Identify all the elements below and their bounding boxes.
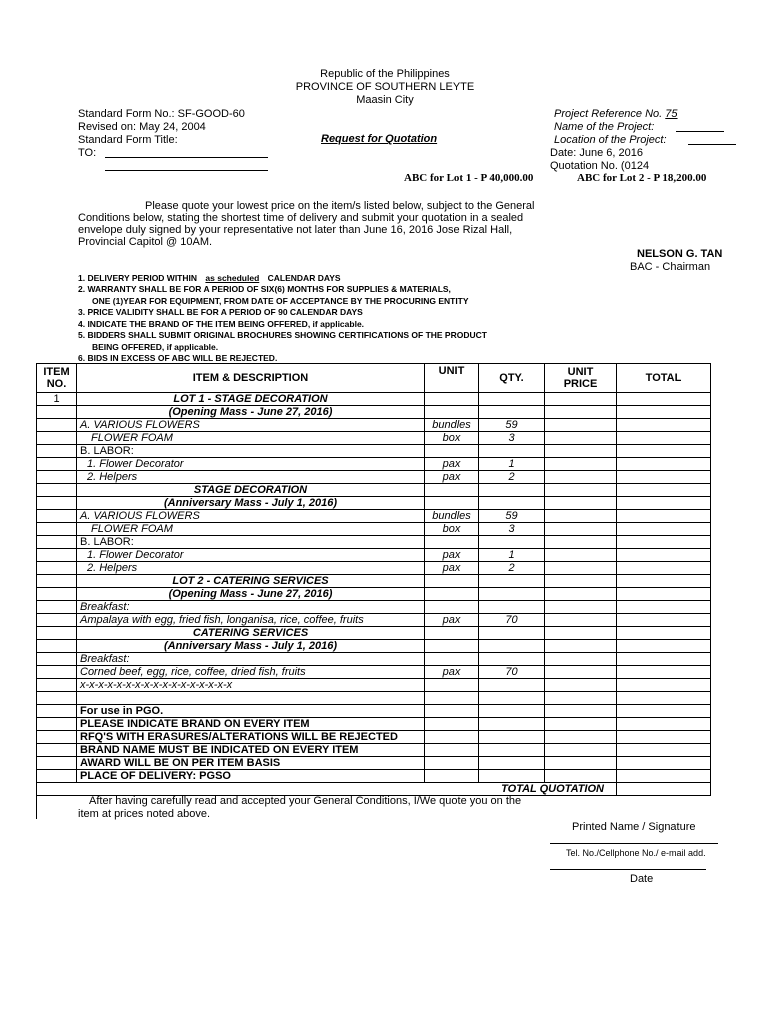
total-quotation-value[interactable] xyxy=(617,783,711,796)
item-description-cell: BRAND NAME MUST BE INDICATED ON EVERY ITEM xyxy=(77,744,425,757)
total-cell[interactable] xyxy=(617,497,711,510)
qty-cell: 2 xyxy=(479,562,545,575)
condition-2b: ONE (1)YEAR FOR EQUIPMENT, FROM DATE OF ACCEPTANCE BY THE PROCURING ENTITY xyxy=(92,296,469,306)
unit-cell xyxy=(425,601,479,614)
unit-price-cell[interactable] xyxy=(545,744,617,757)
total-cell[interactable] xyxy=(617,575,711,588)
item-description-cell: 1. Flower Decorator xyxy=(77,549,425,562)
qty-cell xyxy=(479,445,545,458)
condition-1-post: CALENDAR DAYS xyxy=(267,273,341,283)
unit-price-cell[interactable] xyxy=(545,640,617,653)
total-cell[interactable] xyxy=(617,549,711,562)
unit-price-cell[interactable] xyxy=(545,471,617,484)
item-description-cell: A. VARIOUS FLOWERS xyxy=(77,419,425,432)
unit-cell: box xyxy=(425,523,479,536)
qty-cell xyxy=(479,718,545,731)
total-cell[interactable] xyxy=(617,445,711,458)
unit-cell xyxy=(425,575,479,588)
date-label: Date xyxy=(630,873,654,885)
project-reference xyxy=(554,108,678,120)
signatory-title: BAC - Chairman xyxy=(630,261,711,273)
col-description: ITEM & DESCRIPTION xyxy=(77,364,425,393)
unit-cell xyxy=(425,497,479,510)
col-unit-price-line2: PRICE xyxy=(563,378,598,390)
col-unit-price-line1: UNIT xyxy=(567,366,594,378)
item-number-cell xyxy=(37,614,77,627)
project-location-line xyxy=(688,144,736,145)
total-cell[interactable] xyxy=(617,393,711,406)
item-description-cell: CATERING SERVICES xyxy=(77,627,425,640)
table-row xyxy=(37,458,711,471)
unit-price-cell[interactable] xyxy=(545,731,617,744)
total-cell[interactable] xyxy=(617,471,711,484)
item-description-cell: x-x-x-x-x-x-x-x-x-x-x-x-x-x-x-x-x xyxy=(77,679,425,692)
intro-line-4: Provincial Capitol @ 10AM. xyxy=(78,236,213,248)
table-body xyxy=(37,393,711,796)
item-number-cell xyxy=(37,510,77,523)
item-description-cell: LOT 1 - STAGE DECORATION xyxy=(77,393,425,406)
unit-cell xyxy=(425,718,479,731)
total-cell[interactable] xyxy=(617,705,711,718)
unit-cell xyxy=(425,393,479,406)
item-number-cell xyxy=(37,471,77,484)
item-description-cell: Breakfast: xyxy=(77,601,425,614)
qty-cell xyxy=(479,679,545,692)
table-row xyxy=(37,614,711,627)
unit-price-cell[interactable] xyxy=(545,523,617,536)
intro-line-1: Please quote your lowest price on the item/s listed below, subject to the General xyxy=(145,200,535,212)
total-cell[interactable] xyxy=(617,510,711,523)
contact-label: Tel. No./Cellphone No./ e-mail add. xyxy=(566,848,706,858)
to-line-2 xyxy=(105,170,268,171)
item-number-cell xyxy=(37,523,77,536)
abc-lot-2: ABC for Lot 2 - P 18,200.00 xyxy=(577,172,707,184)
total-cell[interactable] xyxy=(617,562,711,575)
unit-price-cell[interactable] xyxy=(545,770,617,783)
qty-cell xyxy=(479,757,545,770)
qty-cell xyxy=(479,705,545,718)
date-line xyxy=(550,869,706,870)
table-row xyxy=(37,549,711,562)
qty-cell xyxy=(479,536,545,549)
unit-cell xyxy=(425,770,479,783)
item-number-cell xyxy=(37,601,77,614)
qty-cell: 1 xyxy=(479,458,545,471)
qty-cell xyxy=(479,588,545,601)
items-table xyxy=(36,363,711,796)
printed-name-label: Printed Name / Signature xyxy=(572,821,696,833)
item-number-cell xyxy=(37,731,77,744)
total-cell[interactable] xyxy=(617,770,711,783)
item-number-cell xyxy=(37,419,77,432)
unit-cell xyxy=(425,731,479,744)
total-cell[interactable] xyxy=(617,757,711,770)
project-location-label: Location of the Project: xyxy=(554,134,667,146)
unit-price-cell[interactable] xyxy=(545,575,617,588)
header-line-2: PROVINCE OF SOUTHERN LEYTE xyxy=(295,81,475,93)
condition-1 xyxy=(78,273,341,283)
unit-cell: bundles xyxy=(425,419,479,432)
unit-cell: bundles xyxy=(425,510,479,523)
qty-cell xyxy=(479,575,545,588)
condition-6: 6. BIDS IN EXCESS OF ABC WILL BE REJECTED. xyxy=(78,353,278,363)
item-description-cell: Corned beef, egg, rice, coffee, dried fish, fruits xyxy=(77,666,425,679)
item-number-cell xyxy=(37,718,77,731)
unit-price-cell[interactable] xyxy=(545,536,617,549)
item-description-cell: A. VARIOUS FLOWERS xyxy=(77,510,425,523)
table-row xyxy=(37,692,711,705)
qty-cell xyxy=(479,770,545,783)
item-number-cell xyxy=(37,497,77,510)
acceptance-line-1: After having carefully read and accepted your General Conditions, I/We quote you on the xyxy=(89,795,522,807)
unit-cell: pax xyxy=(425,666,479,679)
to-line-1 xyxy=(105,157,268,158)
qty-cell: 2 xyxy=(479,471,545,484)
total-cell[interactable] xyxy=(617,484,711,497)
item-description-cell: B. LABOR: xyxy=(77,445,425,458)
item-description-cell: (Anniversary Mass - July 1, 2016) xyxy=(77,640,425,653)
unit-price-cell[interactable] xyxy=(545,588,617,601)
unit-cell xyxy=(425,406,479,419)
item-description-cell: LOT 2 - CATERING SERVICES xyxy=(77,575,425,588)
unit-cell: pax xyxy=(425,458,479,471)
unit-cell: pax xyxy=(425,549,479,562)
unit-cell xyxy=(425,627,479,640)
item-description-cell: 2. Helpers xyxy=(77,562,425,575)
header-line-1: Republic of the Philippines xyxy=(320,68,450,80)
table-row xyxy=(37,718,711,731)
total-cell[interactable] xyxy=(617,692,711,705)
unit-cell: pax xyxy=(425,471,479,484)
unit-cell xyxy=(425,588,479,601)
item-number-cell xyxy=(37,679,77,692)
qty-cell xyxy=(479,692,545,705)
total-cell[interactable] xyxy=(617,432,711,445)
table-row xyxy=(37,432,711,445)
total-cell[interactable] xyxy=(617,653,711,666)
item-number-cell xyxy=(37,770,77,783)
col-unit: UNIT xyxy=(425,364,479,393)
qty-cell: 1 xyxy=(479,549,545,562)
table-row xyxy=(37,510,711,523)
total-cell[interactable] xyxy=(617,614,711,627)
item-number-cell xyxy=(37,640,77,653)
project-name-label: Name of the Project: xyxy=(554,121,655,133)
unit-price-cell[interactable] xyxy=(545,445,617,458)
form-title-label: Standard Form Title: xyxy=(78,134,178,146)
qty-cell xyxy=(479,484,545,497)
item-description-cell: PLACE OF DELIVERY: PGSO xyxy=(77,770,425,783)
total-cell[interactable] xyxy=(617,588,711,601)
quotation-number: Quotation No. (0124 xyxy=(550,160,650,172)
total-cell[interactable] xyxy=(617,666,711,679)
table-row xyxy=(37,445,711,458)
item-number-cell xyxy=(37,744,77,757)
total-cell[interactable] xyxy=(617,419,711,432)
item-description-cell: Ampalaya with egg, fried fish, longanisa, rice, coffee, fruits xyxy=(77,614,425,627)
item-number-cell xyxy=(37,588,77,601)
header-line-3: Maasin City xyxy=(356,94,414,106)
intro-line-3: envelope duly signed by your representative not later than June 16, 2016 Jose Rizal Hall, xyxy=(78,224,513,236)
unit-cell xyxy=(425,692,479,705)
unit-cell xyxy=(425,653,479,666)
total-quotation-row xyxy=(37,783,711,796)
unit-cell xyxy=(425,705,479,718)
qty-cell xyxy=(479,640,545,653)
unit-price-cell[interactable] xyxy=(545,484,617,497)
item-number-cell xyxy=(37,575,77,588)
total-cell[interactable] xyxy=(617,536,711,549)
qty-cell: 70 xyxy=(479,614,545,627)
total-cell[interactable] xyxy=(617,731,711,744)
qty-cell: 3 xyxy=(479,523,545,536)
item-description-cell: (Anniversary Mass - July 1, 2016) xyxy=(77,497,425,510)
item-description-cell xyxy=(77,692,425,705)
condition-5a: 5. BIDDERS SHALL SUBMIT ORIGINAL BROCHURES SHOWING CERTIFICATIONS OF THE PRODUCT xyxy=(78,330,487,340)
item-description-cell: Breakfast: xyxy=(77,653,425,666)
unit-price-cell[interactable] xyxy=(545,679,617,692)
table-row xyxy=(37,497,711,510)
unit-cell xyxy=(425,679,479,692)
col-item-no-line1: ITEM xyxy=(43,366,70,378)
table-row xyxy=(37,601,711,614)
item-number-cell xyxy=(37,627,77,640)
footer-left-border xyxy=(36,795,37,819)
unit-price-cell[interactable] xyxy=(545,614,617,627)
condition-4: 4. INDICATE THE BRAND OF THE ITEM BEING OFFERED, if applicable. xyxy=(78,319,365,329)
table-row xyxy=(37,666,711,679)
to-label: TO: xyxy=(78,147,97,159)
total-cell[interactable] xyxy=(617,458,711,471)
total-cell[interactable] xyxy=(617,406,711,419)
table-row xyxy=(37,575,711,588)
item-description-cell: B. LABOR: xyxy=(77,536,425,549)
unit-price-cell[interactable] xyxy=(545,705,617,718)
col-item-no-line2: NO. xyxy=(46,378,67,390)
item-description-cell: 2. Helpers xyxy=(77,471,425,484)
acceptance-line-2: item at prices noted above. xyxy=(78,808,211,820)
table-row xyxy=(37,744,711,757)
table-row xyxy=(37,757,711,770)
qty-cell xyxy=(479,653,545,666)
item-description-cell: RFQ'S WITH ERASURES/ALTERATIONS WILL BE REJECTED xyxy=(77,731,425,744)
unit-cell xyxy=(425,744,479,757)
quotation-date: Date: June 6, 2016 xyxy=(550,147,643,159)
unit-price-cell[interactable] xyxy=(545,497,617,510)
item-description-cell: (Opening Mass - June 27, 2016) xyxy=(77,406,425,419)
total-quotation-label: TOTAL QUOTATION xyxy=(37,783,617,796)
unit-price-cell[interactable] xyxy=(545,393,617,406)
unit-price-cell[interactable] xyxy=(545,406,617,419)
table-row xyxy=(37,536,711,549)
item-number-cell xyxy=(37,406,77,419)
table-row xyxy=(37,770,711,783)
item-number-cell xyxy=(37,562,77,575)
table-row xyxy=(37,627,711,640)
total-cell[interactable] xyxy=(617,679,711,692)
qty-cell xyxy=(479,393,545,406)
col-item-no xyxy=(37,364,77,393)
table-row xyxy=(37,419,711,432)
table-row xyxy=(37,393,711,406)
unit-price-cell[interactable] xyxy=(545,718,617,731)
unit-price-cell[interactable] xyxy=(545,432,617,445)
item-description-cell: PLEASE INDICATE BRAND ON EVERY ITEM xyxy=(77,718,425,731)
qty-cell: 59 xyxy=(479,510,545,523)
unit-cell: pax xyxy=(425,562,479,575)
table-row xyxy=(37,562,711,575)
item-description-cell: FLOWER FOAM xyxy=(77,432,425,445)
item-number-cell xyxy=(37,536,77,549)
unit-price-cell[interactable] xyxy=(545,419,617,432)
col-qty: QTY. xyxy=(479,364,545,393)
unit-price-cell[interactable] xyxy=(545,653,617,666)
unit-price-cell[interactable] xyxy=(545,562,617,575)
item-description-cell: AWARD WILL BE ON PER ITEM BASIS xyxy=(77,757,425,770)
item-description-cell: (Opening Mass - June 27, 2016) xyxy=(77,588,425,601)
item-description-cell: FLOWER FOAM xyxy=(77,523,425,536)
total-cell[interactable] xyxy=(617,627,711,640)
unit-cell: box xyxy=(425,432,479,445)
qty-cell xyxy=(479,406,545,419)
table-row xyxy=(37,653,711,666)
total-cell[interactable] xyxy=(617,640,711,653)
unit-cell xyxy=(425,536,479,549)
form-number: Standard Form No.: SF-GOOD-60 xyxy=(78,108,245,120)
unit-price-cell[interactable] xyxy=(545,549,617,562)
col-total: TOTAL xyxy=(617,364,711,393)
item-number-cell xyxy=(37,445,77,458)
unit-price-cell[interactable] xyxy=(545,757,617,770)
table-row xyxy=(37,705,711,718)
unit-cell xyxy=(425,757,479,770)
item-description-cell: STAGE DECORATION xyxy=(77,484,425,497)
table-row xyxy=(37,679,711,692)
unit-price-cell[interactable] xyxy=(545,458,617,471)
revised-date: Revised on: May 24, 2004 xyxy=(78,121,206,133)
qty-cell xyxy=(479,744,545,757)
total-cell[interactable] xyxy=(617,601,711,614)
condition-1-pre: 1. DELIVERY PERIOD WITHIN xyxy=(78,273,198,283)
project-ref-value: 75 xyxy=(665,108,678,120)
project-ref-label: Project Reference No. xyxy=(554,108,663,120)
qty-cell xyxy=(479,497,545,510)
table-row xyxy=(37,471,711,484)
qty-cell xyxy=(479,601,545,614)
qty-cell xyxy=(479,731,545,744)
contact-line xyxy=(550,843,718,844)
item-number-cell xyxy=(37,432,77,445)
table-row xyxy=(37,523,711,536)
item-number-cell xyxy=(37,458,77,471)
item-number-cell xyxy=(37,653,77,666)
item-number-cell xyxy=(37,757,77,770)
qty-cell xyxy=(479,627,545,640)
unit-price-cell[interactable] xyxy=(545,601,617,614)
signatory-name: NELSON G. TAN xyxy=(637,248,723,260)
unit-cell xyxy=(425,484,479,497)
unit-price-cell[interactable] xyxy=(545,692,617,705)
qty-cell: 70 xyxy=(479,666,545,679)
item-description-cell: For use in PGO. xyxy=(77,705,425,718)
item-description-cell: 1. Flower Decorator xyxy=(77,458,425,471)
table-row xyxy=(37,731,711,744)
item-number-cell xyxy=(37,705,77,718)
item-number-cell xyxy=(37,666,77,679)
project-name-line xyxy=(676,131,724,132)
table-row xyxy=(37,588,711,601)
total-cell[interactable] xyxy=(617,523,711,536)
unit-cell: pax xyxy=(425,614,479,627)
unit-cell xyxy=(425,445,479,458)
unit-price-cell[interactable] xyxy=(545,627,617,640)
item-number-cell xyxy=(37,692,77,705)
unit-price-cell[interactable] xyxy=(545,510,617,523)
qty-cell: 3 xyxy=(479,432,545,445)
table-header-row xyxy=(37,364,711,393)
qty-cell: 59 xyxy=(479,419,545,432)
col-unit-price xyxy=(545,364,617,393)
table-row xyxy=(37,484,711,497)
unit-cell xyxy=(425,640,479,653)
item-number-cell xyxy=(37,484,77,497)
item-number-cell: 1 xyxy=(37,393,77,406)
condition-2a: 2. WARRANTY SHALL BE FOR A PERIOD OF SIX(6) MONTHS FOR SUPPLIES & MATERIALS, xyxy=(78,284,451,294)
item-number-cell xyxy=(37,549,77,562)
table-row xyxy=(37,406,711,419)
total-cell[interactable] xyxy=(617,744,711,757)
abc-lot-1: ABC for Lot 1 - P 40,000.00 xyxy=(404,172,534,184)
condition-5b: BEING OFFERED, if applicable. xyxy=(92,342,219,352)
condition-1-value: as scheduled xyxy=(205,273,260,283)
unit-price-cell[interactable] xyxy=(545,666,617,679)
table-row xyxy=(37,640,711,653)
document-title: Request for Quotation xyxy=(321,133,438,145)
total-cell[interactable] xyxy=(617,718,711,731)
intro-line-2: Conditions below, stating the shortest time of delivery and submit your quotation in a sealed xyxy=(78,212,524,224)
condition-3: 3. PRICE VALIDITY SHALL BE FOR A PERIOD OF 90 CALENDAR DAYS xyxy=(78,307,363,317)
